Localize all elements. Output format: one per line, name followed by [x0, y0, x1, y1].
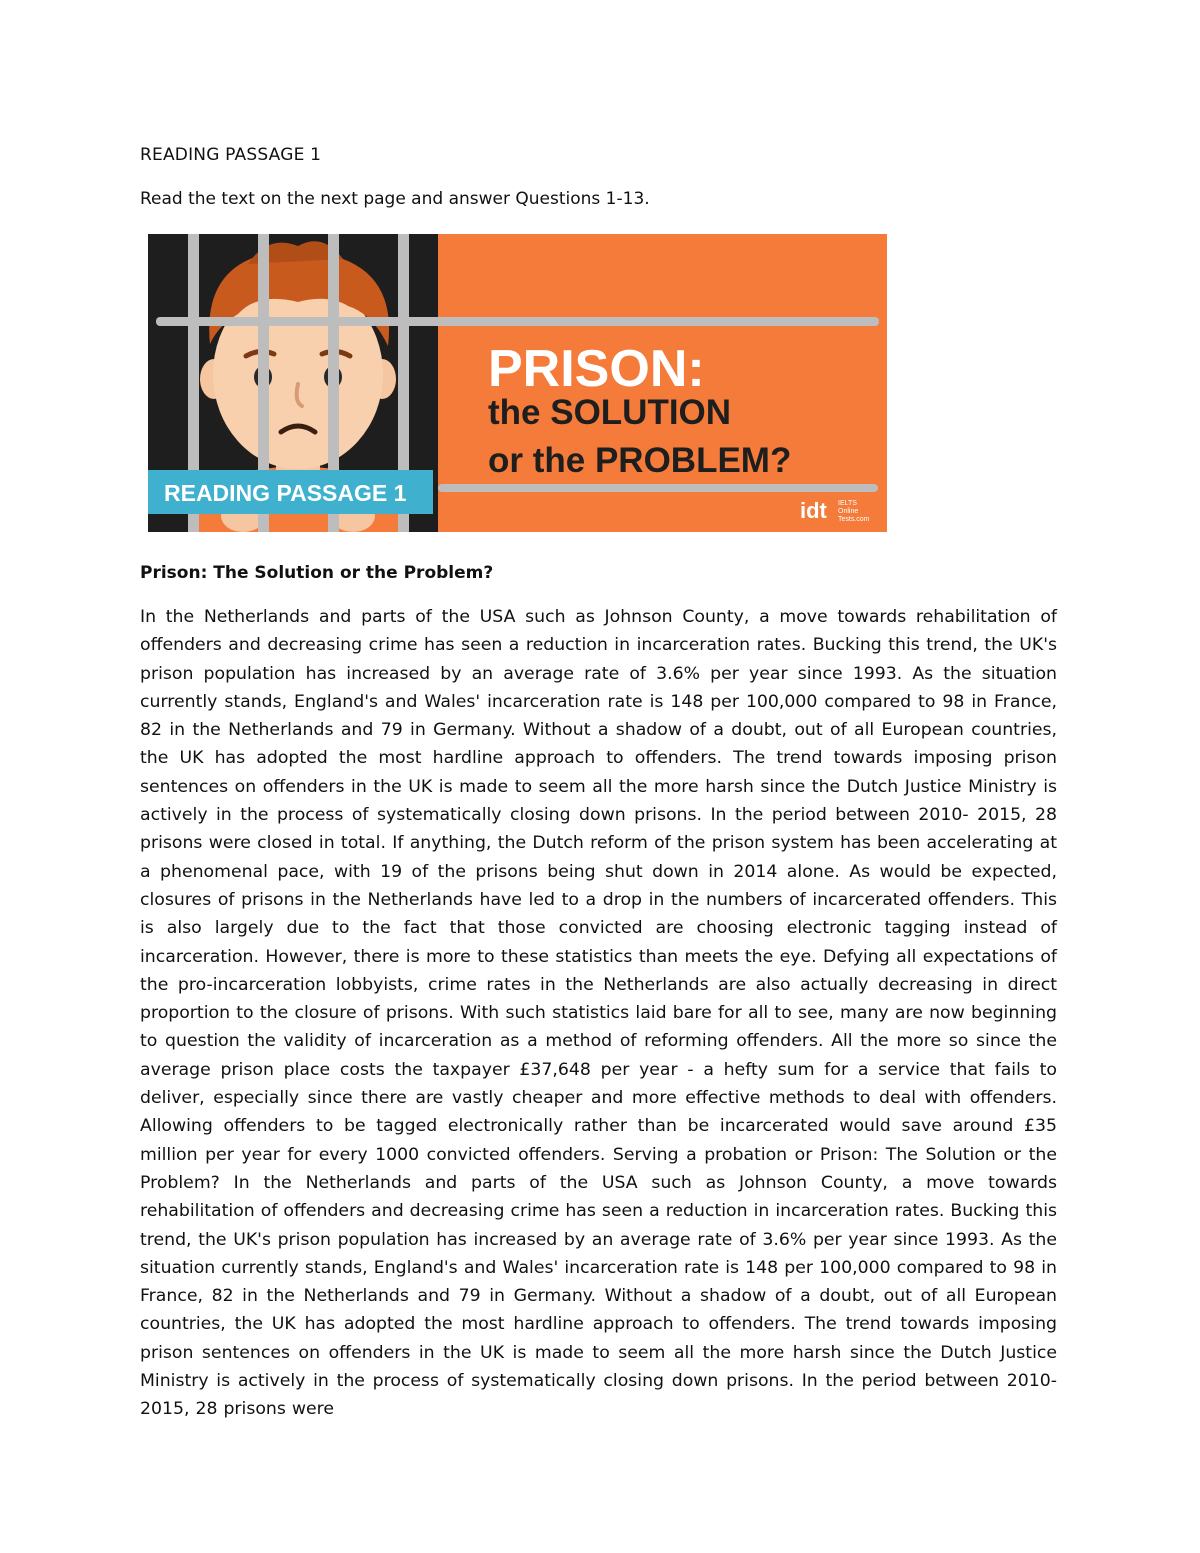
svg-text:Tests.com: Tests.com [838, 516, 870, 523]
article-body: In the Netherlands and parts of the USA such as Johnson County, a move towards rehabilitation of offenders and decreasing crime has seen a reduction in incarceration rates. Bucking this trend, the UK's prison population has increased by an average rate of 3.6% per year since 1993. As the situation currently stands, England's and Wales' incarceration rate is 148 per 100,000 compared to 98 in France, 82 in the Netherlands and 79 in Germany. Without a shadow of a doubt, out of all European countries, the UK has adopted the most hardline approach to offenders. The trend towards imposing prison sentences on offenders in the UK is made to seem all the more harsh since the Dutch Justice Ministry is actively in the process of systematically closing down prisons. In the period between 2010- 2015, 28 prisons were closed in total. If anything, the Dutch reform of the prison system has been accelerating at a phenomenal pace, with 19 of the prisons being shut down in 2014 alone. As would be expected, closures of prisons in the Netherlands have led to a drop in the numbers of incarcerated offenders. This is also largely due to the fact that those convicted are choosing electronic tagging instead of incarceration. However, there is more to these statistics than meets the eye. Defying all expectations of the pro-incarceration lobbyists, crime rates in the Netherlands are also actually decreasing in direct proportion to the closure of prisons. With such statistics laid bare for all to see, many are now beginning to question the validity of incarceration as a method of reforming offenders. All the more so since the average prison place costs the taxpayer £37,648 per year - a hefty sum for a service that fails to deliver, especially since there are vastly cheaper and more effective methods to deal with offenders. Allowing offenders to be tagged electronically rather than be incarcerated would save around £35 million per year for every 1000 convicted offenders. Serving a probation or Prison: The Solution or the Problem? In the Netherlands and parts of the USA such as Johnson County, a move towards rehabilitation of offenders and decreasing crime has seen a reduction in incarceration rates. Bucking this trend, the UK's prison population has increased by an average rate of 3.6% per year since 1993. As the situation currently stands, England's and Wales' incarceration rate is 148 per 100,000 compared to 98 in France, 82 in the Netherlands and 79 in Germany. Without a shadow of a doubt, out of all European countries, the UK has adopted the most hardline approach to offenders. The trend towards imposing prison sentences on offenders in the UK is made to seem all the more harsh since the Dutch Justice Ministry is actively in the process of systematically closing down prisons. In the period between 2010- 2015, 28 prisons were [140, 607, 1057, 1420]
passage-banner-image [148, 234, 887, 532]
instruction-text: Read the text on the next page and answer Questions 1-13. [140, 189, 650, 209]
svg-text:Online: Online [838, 508, 859, 515]
banner-title-line2: the SOLUTION [488, 393, 732, 432]
svg-text:idt: idt [800, 498, 827, 523]
svg-text:IELTS: IELTS [838, 500, 857, 507]
article-title: Prison: The Solution or the Problem? [140, 563, 494, 583]
banner-badge-text: READING PASSAGE 1 [164, 480, 407, 506]
passage-heading: READING PASSAGE 1 [140, 145, 322, 165]
banner-title-line3: or the PROBLEM? [488, 441, 792, 480]
banner-title-line1: PRISON: [488, 340, 705, 398]
